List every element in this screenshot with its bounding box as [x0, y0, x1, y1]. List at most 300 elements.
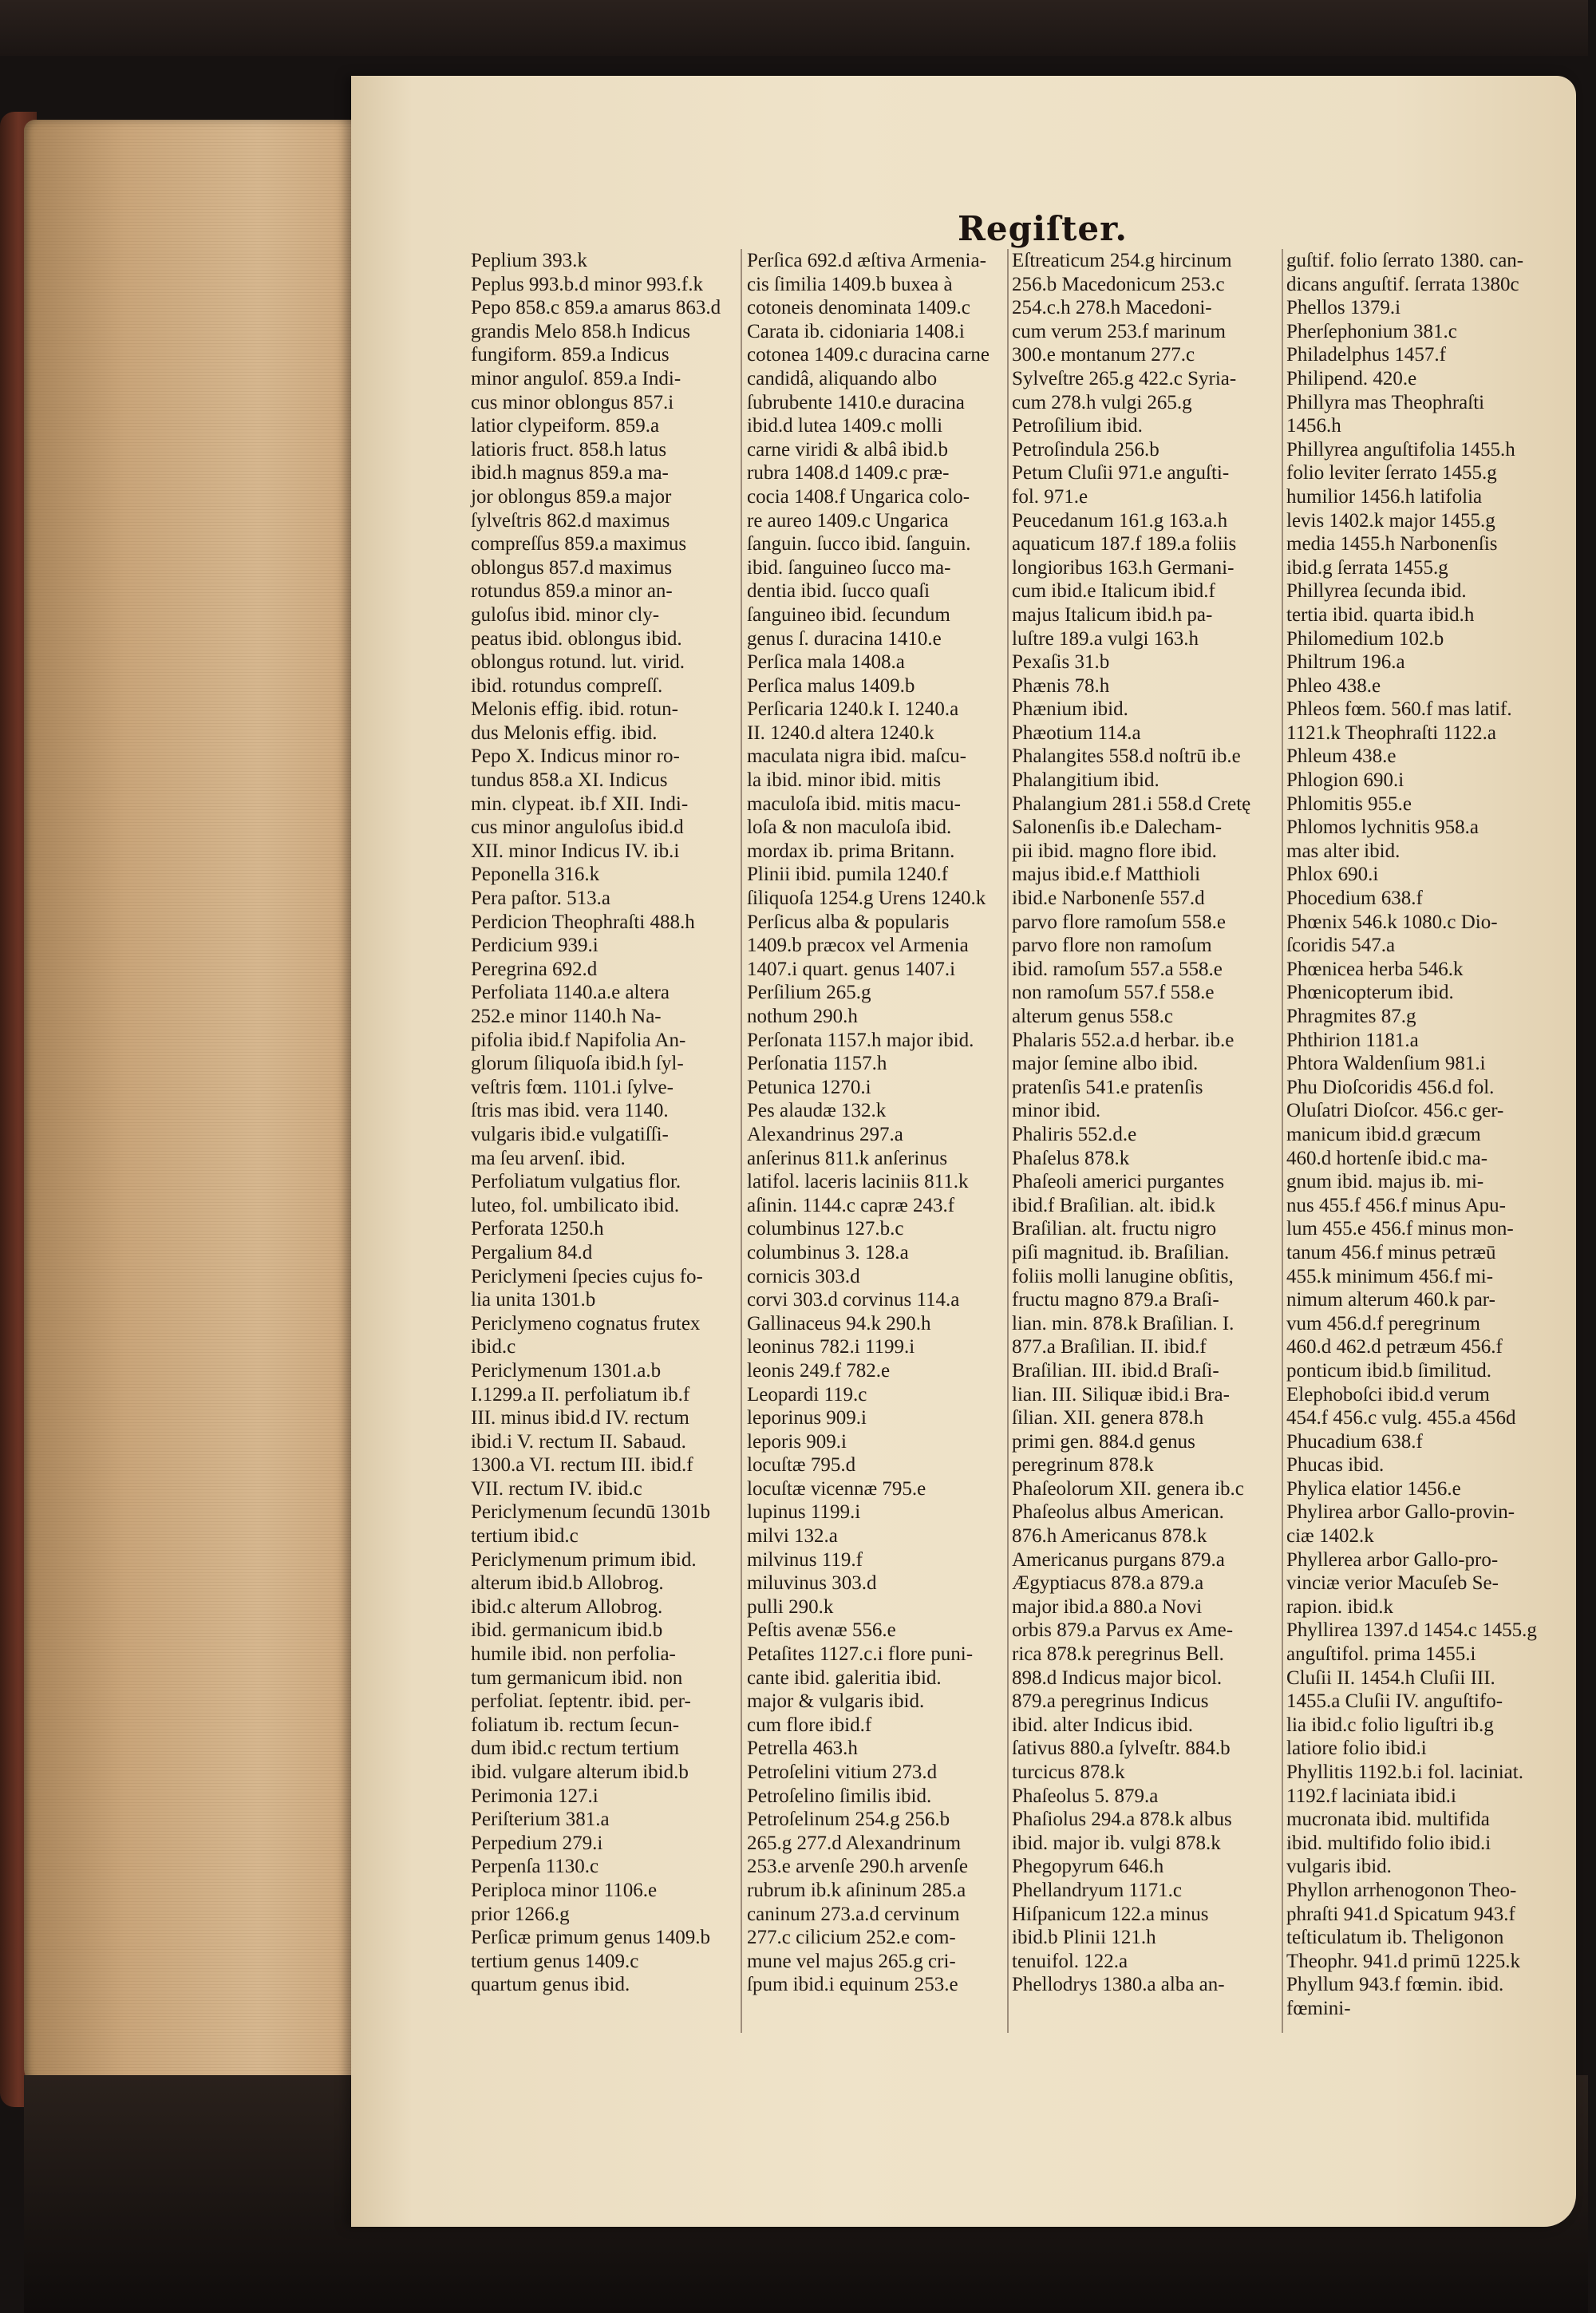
index-entry-text: Perſicaria 1240.k I. 1240.a: [747, 698, 959, 721]
index-entry-line: [1012, 1288, 1281, 1312]
index-entry-text: Phylica elatior 1456.e: [1286, 1477, 1461, 1500]
index-entry-text: guloſus ibid. minor cly-: [471, 603, 660, 626]
index-entry-text: 300.e montanum 277.c: [1012, 344, 1195, 366]
index-entry-text: maculata nigra ibid. maſcu-: [747, 745, 966, 768]
index-entry-line: [1012, 958, 1281, 982]
index-entry-line: [747, 320, 1010, 344]
index-entry-text: Phænis 78.h: [1012, 674, 1110, 697]
index-entry-text: Oluſatri Dioſcor. 456.c ger-: [1286, 1100, 1504, 1122]
page-block-edges: [24, 120, 359, 2091]
index-entry-line: [1286, 1761, 1550, 1785]
index-entry-text: milvi 132.a: [747, 1525, 838, 1548]
index-entry-text: ibid. major ib. vulgi 878.k: [1012, 1832, 1221, 1854]
index-entry-text: ſcoridis 547.a: [1286, 935, 1396, 957]
index-entry-text: Pherſephonium 381.c: [1286, 320, 1457, 342]
index-entry-line: [471, 556, 734, 580]
index-entry-line: [471, 1643, 734, 1667]
index-entry-line: [1286, 296, 1550, 320]
index-entry-line: [747, 603, 1010, 627]
index-entry-text: grandis Melo 858.h Indicus: [471, 320, 690, 342]
index-entry-text: min. clypeat. ib.f XII. Indi-: [471, 793, 689, 815]
index-entry-text: tum germanicum ibid. non: [471, 1667, 683, 1689]
index-entry-line: [471, 1524, 734, 1548]
index-entry-text: cotoneis denominata 1409.c: [747, 297, 970, 319]
index-entry-text: III. minus ibid.d IV. rectum: [471, 1407, 689, 1429]
index-entry-text: columbinus 3. 128.a: [747, 1241, 909, 1263]
index-entry-text: Phillyrea ſecunda ibid.: [1286, 580, 1467, 603]
index-entry-line: [1286, 438, 1550, 462]
index-entry-text: alterum ibid.b Allobrog.: [471, 1572, 664, 1595]
index-column-4: [1286, 249, 1550, 2021]
index-entry-line: [471, 1406, 734, 1430]
index-entry-line: [747, 438, 1010, 462]
index-entry-text: maculoſa ibid. mitis macu-: [747, 793, 961, 815]
index-entry-line: [1286, 887, 1550, 911]
index-entry-text: fœmini-: [1286, 1997, 1351, 2019]
index-entry-text: lia ibid.c folio liguſtri ib.g: [1286, 1714, 1494, 1736]
index-entry-line: [1286, 1029, 1550, 1053]
index-entry-line: [747, 1950, 1010, 1974]
index-entry-text: Ægyptiacus 878.a 879.a: [1012, 1572, 1204, 1595]
index-entry-line: [1012, 509, 1281, 533]
index-entry-line: [1286, 1667, 1550, 1690]
index-entry-text: Peregrina 692.d: [471, 958, 598, 980]
index-entry-text: tertium genus 1409.c: [471, 1950, 639, 1972]
index-entry-line: [1012, 1406, 1281, 1430]
index-entry-line: [1286, 840, 1550, 864]
index-entry-text: non ramoſum 557.f 558.e: [1012, 982, 1215, 1004]
index-entry-line: [1012, 414, 1281, 438]
index-entry-line: [471, 698, 734, 722]
index-entry-line: [471, 981, 734, 1005]
index-entry-line: [1286, 1241, 1550, 1265]
index-entry-text: Americanus purgans 879.a: [1012, 1548, 1225, 1571]
index-entry-line: [747, 1855, 1010, 1879]
index-entry-line: [1012, 296, 1281, 320]
index-entry-line: [1286, 1170, 1550, 1194]
index-entry-line: [1012, 1500, 1281, 1524]
index-entry-text: dicans anguſtif. ſerrata 1380c: [1286, 273, 1519, 295]
index-entry-line: [471, 816, 734, 840]
index-entry-text: Periclymeni ſpecies cujus fo-: [471, 1265, 703, 1287]
index-entry-line: [1012, 461, 1281, 485]
index-entry-line: [471, 1170, 734, 1194]
index-entry-line: [1286, 650, 1550, 674]
index-entry-line: [1286, 1500, 1550, 1524]
index-entry-text: fructu magno 879.a Braſi-: [1012, 1289, 1219, 1311]
index-entry-line: [1286, 1288, 1550, 1312]
index-entry-line: [747, 1076, 1010, 1100]
index-entry-text: ſiliquoſa 1254.g Urens 1240.k: [747, 888, 986, 910]
index-entry-text: Perſilium 265.g: [747, 982, 871, 1004]
index-entry-line: [471, 887, 734, 911]
index-entry-line: [1012, 816, 1281, 840]
index-entry-line: [1012, 722, 1281, 745]
index-entry-text: leoninus 782.i 1199.i: [747, 1336, 915, 1358]
index-entry-text: 898.d Indicus major bicol.: [1012, 1667, 1223, 1689]
index-entry-line: [1286, 367, 1550, 391]
index-entry-text: Theophr. 941.d primū 1225.k: [1286, 1950, 1521, 1972]
index-entry-text: Petroſelino ſimilis ibid.: [747, 1785, 932, 1807]
index-entry-line: [1012, 1667, 1281, 1690]
index-entry-line: [1012, 1453, 1281, 1477]
index-entry-line: [471, 1312, 734, 1336]
index-entry-line: [1286, 1099, 1550, 1123]
index-entry-line: [747, 414, 1010, 438]
index-entry-line: [747, 816, 1010, 840]
index-entry-text: genus ſ. duracina 1410.e: [747, 627, 942, 650]
index-entry-text: 252.e minor 1140.h Na-: [471, 1006, 662, 1027]
index-entry-line: [471, 509, 734, 533]
index-entry-line: [1012, 1926, 1281, 1950]
index-entry-text: parvo flore non ramoſum: [1012, 935, 1212, 957]
index-entry-line: [471, 532, 734, 556]
index-entry-text: Peplus 993.b.d minor 993.f.k: [471, 273, 703, 295]
index-entry-text: vulgaris ibid.: [1286, 1856, 1392, 1878]
index-entry-text: guſtif. folio ſerrato 1380. can-: [1286, 250, 1524, 271]
index-entry-line: [471, 1383, 734, 1407]
index-entry-text: miluvinus 303.d: [747, 1572, 877, 1595]
index-entry-text: media 1455.h Narbonenſis: [1286, 533, 1498, 556]
index-entry-text: cum ibid.e Italicum ibid.f: [1012, 580, 1215, 603]
index-entry-line: [1286, 1690, 1550, 1714]
index-entry-text: Pepo X. Indicus minor ro-: [471, 745, 680, 768]
index-entry-line: [747, 485, 1010, 509]
index-entry-line: [1286, 249, 1550, 273]
index-entry-text: vinciæ verior Macuſeb Se-: [1286, 1572, 1499, 1595]
index-entry-text: foliatum ib. rectum ſecun-: [471, 1714, 680, 1736]
index-entry-text: rubra 1408.d 1409.c præ-: [747, 462, 950, 484]
index-entry-text: latiore folio ibid.i: [1286, 1738, 1427, 1760]
index-entry-line: [1012, 1477, 1281, 1501]
index-entry-line: [747, 1029, 1010, 1053]
index-entry-line: [1286, 1737, 1550, 1761]
index-entry-line: [747, 698, 1010, 722]
index-entry-line: [1012, 840, 1281, 864]
index-entry-line: [1286, 674, 1550, 698]
index-entry-text: dus Melonis effig. ibid.: [471, 722, 658, 744]
index-entry-line: [1286, 1973, 1550, 1997]
index-entry-text: aſinin. 1144.c capræ 243.f: [747, 1194, 955, 1216]
index-entry-line: [1012, 1855, 1281, 1879]
index-entry-line: [1012, 1619, 1281, 1643]
index-entry-text: carne viridi & albâ ibid.b: [747, 438, 949, 461]
index-entry-line: [471, 296, 734, 320]
index-entry-text: major & vulgaris ibid.: [747, 1690, 925, 1713]
index-entry-line: [471, 1926, 734, 1950]
index-entry-line: [1012, 1052, 1281, 1076]
index-entry-text: 1121.k Theophraſti 1122.a: [1286, 722, 1496, 744]
index-entry-line: [1012, 627, 1281, 651]
index-entry-text: Philtrum 196.a: [1286, 651, 1405, 674]
index-entry-line: [747, 1170, 1010, 1194]
index-entry-line: [471, 343, 734, 367]
index-entry-text: Perſicæ primum genus 1409.b: [471, 1927, 710, 1949]
index-entry-line: [471, 1029, 734, 1053]
index-entry-line: [1012, 1359, 1281, 1383]
index-entry-line: [1012, 1241, 1281, 1265]
index-entry-line: [1012, 1029, 1281, 1053]
index-entry-line: [1012, 863, 1281, 887]
index-entry-text: Phaſelus 878.k: [1012, 1147, 1130, 1169]
index-entry-line: [1286, 793, 1550, 816]
index-entry-line: [1286, 1950, 1550, 1974]
index-entry-line: [747, 1785, 1010, 1809]
index-entry-text: 1192.f laciniata ibid.i: [1286, 1785, 1456, 1807]
index-entry-text: rubrum ib.k aſininum 285.a: [747, 1879, 966, 1901]
index-entry-line: [471, 1477, 734, 1501]
index-entry-text: cus minor anguloſus ibid.d: [471, 816, 684, 839]
index-entry-line: [471, 1548, 734, 1572]
index-entry-text: 256.b Macedonicum 253.c: [1012, 273, 1225, 295]
index-entry-line: [471, 1359, 734, 1383]
index-entry-text: humile ibid. non perfolia-: [471, 1643, 676, 1666]
index-entry-text: 460.d 462.d petræum 456.f: [1286, 1336, 1503, 1358]
index-entry-text: ibid. multifido folio ibid.i: [1286, 1832, 1491, 1854]
index-entry-line: [1012, 1076, 1281, 1100]
index-entry-line: [1286, 414, 1550, 438]
index-entry-line: [471, 1430, 734, 1454]
index-entry-line: [747, 391, 1010, 415]
index-entry-line: [471, 1500, 734, 1524]
index-entry-line: [1286, 911, 1550, 935]
index-entry-line: [747, 627, 1010, 651]
index-entry-text: major ſemine albo ibid.: [1012, 1053, 1199, 1075]
index-entry-line: [1286, 1052, 1550, 1076]
index-entry-line: [1286, 863, 1550, 887]
index-entry-text: folio leviter ſerrato 1455.g: [1286, 462, 1497, 484]
index-entry-text: fungiform. 859.a Indicus: [471, 344, 670, 366]
index-entry-line: [471, 1147, 734, 1171]
index-entry-text: lupinus 1199.i: [747, 1501, 861, 1524]
index-entry-text: Peponella 316.k: [471, 864, 600, 886]
index-entry-line: [1012, 934, 1281, 958]
index-entry-text: ciæ 1402.k: [1286, 1525, 1374, 1548]
index-entry-line: [747, 1217, 1010, 1241]
index-entry-line: [747, 1005, 1010, 1029]
index-entry-line: [747, 1808, 1010, 1832]
index-entry-line: [1286, 1477, 1550, 1501]
page-heading: Regiſter.: [958, 209, 1128, 248]
index-entry-line: [1286, 934, 1550, 958]
index-entry-line: [1012, 343, 1281, 367]
index-entry-line: [1286, 958, 1550, 982]
index-entry-line: [471, 438, 734, 462]
index-entry-line: [747, 887, 1010, 911]
index-entry-text: jor oblongus 859.a major: [471, 485, 672, 508]
index-entry-line: [1286, 556, 1550, 580]
index-entry-text: Pergalium 84.d: [471, 1241, 593, 1263]
index-entry-text: mune vel majus 265.g cri-: [747, 1950, 956, 1972]
index-entry-text: ibid.b Plinii 121.h: [1012, 1927, 1156, 1949]
column-rule: [1282, 249, 1283, 2033]
index-entry-line: [747, 981, 1010, 1005]
index-entry-line: [1012, 1595, 1281, 1619]
index-entry-text: latior clypeiform. 859.a: [471, 415, 660, 437]
index-entry-line: [1286, 1997, 1550, 2021]
index-entry-text: I.1299.a II. perfoliatum ib.f: [471, 1383, 690, 1406]
index-entry-text: Phyllirea 1397.d 1454.c 1455.g: [1286, 1619, 1537, 1642]
index-entry-line: [1012, 249, 1281, 273]
index-entry-text: XII. minor Indicus IV. ib.i: [471, 840, 680, 862]
index-entry-line: [1012, 1572, 1281, 1595]
index-entry-line: [471, 1619, 734, 1643]
index-entry-text: oblongus 857.d maximus: [471, 556, 673, 579]
index-entry-text: rica 878.k peregrinus Bell.: [1012, 1643, 1224, 1666]
index-entry-text: Phlox 690.i: [1286, 864, 1379, 886]
index-entry-line: [747, 1312, 1010, 1336]
index-entry-text: Phucadium 638.f: [1286, 1430, 1423, 1453]
index-entry-text: Periclymenum primum ibid.: [471, 1548, 697, 1571]
index-entry-text: lian. III. Siliquæ ibid.i Bra-: [1012, 1383, 1230, 1406]
index-entry-line: [747, 1406, 1010, 1430]
index-entry-text: turcicus 878.k: [1012, 1761, 1125, 1783]
index-entry-line: [1012, 887, 1281, 911]
index-entry-text: Phu Dioſcoridis 456.d fol.: [1286, 1076, 1495, 1098]
index-entry-line: [471, 1052, 734, 1076]
index-entry-line: [747, 1973, 1010, 1997]
index-entry-line: [1286, 1619, 1550, 1643]
index-entry-text: ibid. ſanguineo ſucco ma-: [747, 556, 951, 579]
index-entry-text: Phlogion 690.i: [1286, 769, 1404, 792]
index-entry-line: [1012, 1903, 1281, 1927]
index-entry-line: [1012, 1312, 1281, 1336]
index-entry-line: [1286, 1430, 1550, 1454]
index-entry-text: Salonenſis ib.e Dalecham-: [1012, 816, 1223, 839]
index-entry-text: pii ibid. magno flore ibid.: [1012, 840, 1217, 862]
index-entry-text: vulgaris ibid.e vulgatiſſi-: [471, 1123, 669, 1145]
index-entry-text: leporinus 909.i: [747, 1407, 867, 1429]
index-entry-line: [471, 249, 734, 273]
index-entry-text: levis 1402.k major 1455.g: [1286, 509, 1495, 532]
index-entry-line: [1286, 1548, 1550, 1572]
index-entry-text: minor anguloſ. 859.a Indi-: [471, 367, 681, 389]
index-entry-text: Periclymeno cognatus frutex: [471, 1312, 701, 1334]
index-entry-text: cante ibid. galeritia ibid.: [747, 1667, 942, 1689]
index-entry-text: Plinii ibid. pumila 1240.f: [747, 864, 949, 886]
index-entry-line: [471, 769, 734, 793]
index-entry-line: [1012, 1335, 1281, 1359]
index-entry-text: 1456.h: [1286, 415, 1341, 437]
index-entry-text: ſanguin. ſucco ibid. ſanguin.: [747, 533, 971, 556]
index-entry-text: rotundus 859.a minor an-: [471, 580, 673, 603]
index-entry-text: Phaſiolus 294.a 878.k albus: [1012, 1809, 1232, 1831]
index-entry-text: ibid.c alterum Allobrog.: [471, 1595, 663, 1618]
index-entry-text: Phaliris 552.d.e: [1012, 1123, 1137, 1145]
index-entry-text: latioris fruct. 858.h latus: [471, 438, 667, 461]
index-entry-text: Pexaſis 31.b: [1012, 651, 1110, 674]
index-entry-text: Eſtreaticum 254.g hircinum: [1012, 250, 1232, 271]
index-entry-text: caninum 273.a.d cervinum: [747, 1903, 960, 1925]
index-entry-text: ſubrubente 1410.e duracina: [747, 391, 965, 413]
index-entry-line: [1286, 1714, 1550, 1738]
index-entry-text: prior 1266.g: [471, 1903, 570, 1925]
index-entry-text: Periclymenum 1301.a.b: [471, 1359, 662, 1382]
index-entry-line: [471, 1785, 734, 1809]
index-entry-text: peatus ibid. oblongus ibid.: [471, 627, 682, 650]
index-entry-line: [747, 1335, 1010, 1359]
index-entry-text: ibid.f Braſilian. alt. ibid.k: [1012, 1194, 1215, 1216]
index-entry-line: [471, 1217, 734, 1241]
index-entry-line: [1286, 1832, 1550, 1856]
index-entry-text: Perpedium 279.i: [471, 1832, 603, 1854]
index-entry-text: 1409.b præcox vel Armenia: [747, 935, 969, 957]
index-entry-line: [1012, 981, 1281, 1005]
index-entry-line: [1286, 1383, 1550, 1407]
index-entry-text: Petroſelini vitium 273.d: [747, 1761, 938, 1783]
index-entry-text: ſilian. XII. genera 878.h: [1012, 1407, 1204, 1429]
index-entry-line: [747, 1265, 1010, 1289]
index-entry-line: [471, 320, 734, 344]
index-entry-line: [1286, 1335, 1550, 1359]
index-entry-text: columbinus 127.b.c: [747, 1218, 904, 1240]
index-entry-text: 265.g 277.d Alexandrinum: [747, 1832, 962, 1854]
index-entry-line: [1012, 1714, 1281, 1738]
index-entry-line: [1012, 438, 1281, 462]
index-entry-text: VII. rectum IV. ibid.c: [471, 1477, 642, 1500]
index-entry-text: Braſilian. III. ibid.d Braſi-: [1012, 1359, 1219, 1382]
index-entry-text: Phyllerea arbor Gallo-pro-: [1286, 1548, 1499, 1571]
index-entry-line: [747, 722, 1010, 745]
index-entry-line: [747, 579, 1010, 603]
index-entry-line: [747, 1903, 1010, 1927]
index-entry-line: [747, 958, 1010, 982]
index-entry-line: [471, 1453, 734, 1477]
index-entry-line: [471, 911, 734, 935]
index-entry-line: [1286, 461, 1550, 485]
index-entry-line: [471, 627, 734, 651]
index-entry-text: 454.f 456.c vulg. 455.a 456d: [1286, 1407, 1516, 1429]
index-entry-line: [1012, 556, 1281, 580]
index-entry-text: anſerinus 811.k anſerinus: [747, 1147, 948, 1169]
index-entry-text: mucronata ibid. multifida: [1286, 1809, 1490, 1831]
index-entry-line: [747, 1690, 1010, 1714]
index-entry-text: II. 1240.d altera 1240.k: [747, 722, 934, 744]
index-entry-line: [471, 1667, 734, 1690]
index-entry-line: [471, 650, 734, 674]
index-entry-line: [747, 1500, 1010, 1524]
index-entry-line: [747, 1453, 1010, 1477]
index-entry-line: [1012, 367, 1281, 391]
index-entry-line: [1012, 1524, 1281, 1548]
index-entry-line: [471, 273, 734, 297]
index-entry-text: ſativus 880.a ſylveſtr. 884.b: [1012, 1738, 1231, 1760]
index-entry-text: ſpum ibid.i equinum 253.e: [747, 1974, 958, 1996]
index-entry-line: [1286, 745, 1550, 769]
index-entry-line: [471, 1761, 734, 1785]
index-entry-line: [747, 911, 1010, 935]
index-entry-text: Phalangitium ibid.: [1012, 769, 1159, 792]
index-entry-text: Carata ib. cidoniaria 1408.i: [747, 320, 965, 342]
index-entry-text: latifol. laceris laciniis 811.k: [747, 1171, 969, 1193]
index-entry-line: [1286, 343, 1550, 367]
index-entry-line: [747, 1667, 1010, 1690]
index-entry-text: lian. min. 878.k Braſilian. I.: [1012, 1312, 1235, 1334]
index-entry-text: ibid.i V. rectum II. Sabaud.: [471, 1430, 686, 1453]
index-entry-line: [1012, 674, 1281, 698]
index-entry-text: Melonis effig. ibid. rotun-: [471, 698, 678, 721]
index-entry-line: [1286, 1524, 1550, 1548]
index-entry-text: Perforata 1250.h: [471, 1218, 604, 1240]
index-entry-text: peregrinum 878.k: [1012, 1454, 1154, 1477]
index-entry-text: Phleo 438.e: [1286, 674, 1381, 697]
index-entry-line: [747, 273, 1010, 297]
index-entry-text: Phaſeolorum XII. genera ib.c: [1012, 1477, 1244, 1500]
index-entry-line: [1286, 698, 1550, 722]
index-entry-text: oblongus rotund. lut. virid.: [471, 651, 685, 674]
index-entry-text: Phellandryum 1171.c: [1012, 1879, 1182, 1901]
index-entry-text: 1300.a VI. rectum III. ibid.f: [471, 1454, 693, 1477]
